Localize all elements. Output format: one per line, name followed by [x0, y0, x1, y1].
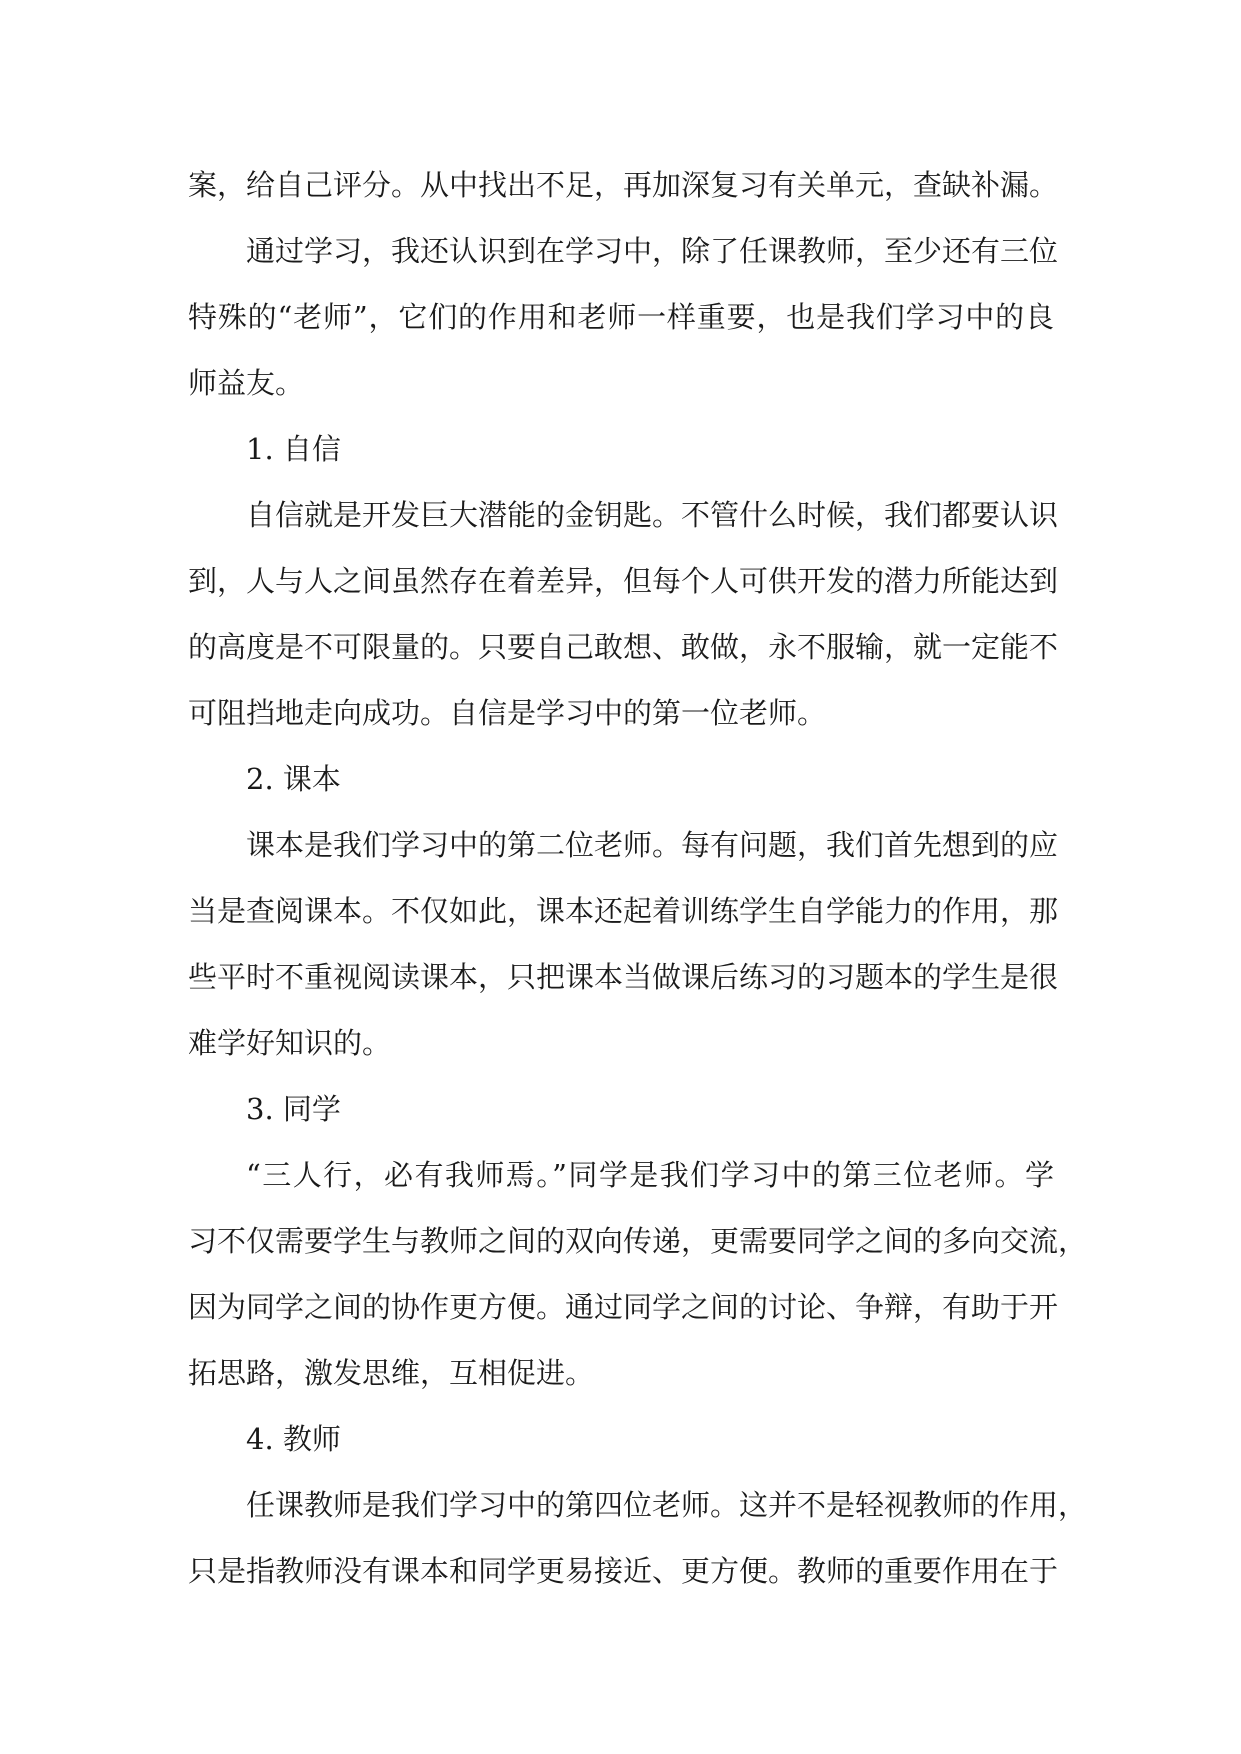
paragraph-start-line: “三人行，必有我师焉。”同学是我们学习中的第三位老师。学 — [246, 1158, 1054, 1192]
paragraph-start-line: 课本是我们学习中的第二位老师。每有问题，我们首先想到的应 — [246, 828, 1059, 862]
document-page — [188, 152, 1088, 1604]
text-line: 师益友。 — [188, 366, 305, 400]
section-heading-1: 1. 自信 — [246, 432, 341, 466]
text-line: 的高度是不可限量的。只要自己敢想、敢做，永不服输，就一定能不 — [188, 630, 1059, 664]
section-heading-4: 4. 教师 — [246, 1422, 341, 1456]
text-line: 当是查阅课本。不仅如此，课本还起着训练学生自学能力的作用，那 — [188, 894, 1059, 928]
text-line: 到，人与人之间虽然存在着差异，但每个人可供开发的潜力所能达到 — [188, 564, 1059, 598]
text-line: 案，给自己评分。从中找出不足，再加深复习有关单元，查缺补漏。 — [188, 168, 1059, 202]
text-line: 习不仅需要学生与教师之间的双向传递，更需要同学之间的多向交流， — [188, 1224, 1088, 1258]
text-line: 可阻挡地走向成功。自信是学习中的第一位老师。 — [188, 696, 827, 730]
text-line: 特殊的“老师”，它们的作用和老师一样重要，也是我们学习中的良 — [188, 300, 1054, 334]
text-line: 只是指教师没有课本和同学更易接近、更方便。教师的重要作用在于 — [188, 1554, 1059, 1588]
text-line: 拓思路，激发思维，互相促进。 — [188, 1356, 595, 1390]
paragraph-start-line: 任课教师是我们学习中的第四位老师。这并不是轻视教师的作用， — [246, 1488, 1088, 1522]
paragraph-start-line: 通过学习，我还认识到在学习中，除了任课教师，至少还有三位 — [246, 234, 1059, 268]
section-heading-3: 3. 同学 — [246, 1092, 341, 1126]
text-line: 些平时不重视阅读课本，只把课本当做课后练习的习题本的学生是很 — [188, 960, 1059, 994]
text-line: 难学好知识的。 — [188, 1026, 392, 1060]
section-heading-2: 2. 课本 — [246, 762, 341, 796]
paragraph-start-line: 自信就是开发巨大潜能的金钥匙。不管什么时候，我们都要认识 — [246, 498, 1059, 532]
text-line: 因为同学之间的协作更方便。通过同学之间的讨论、争辩，有助于开 — [188, 1290, 1059, 1324]
